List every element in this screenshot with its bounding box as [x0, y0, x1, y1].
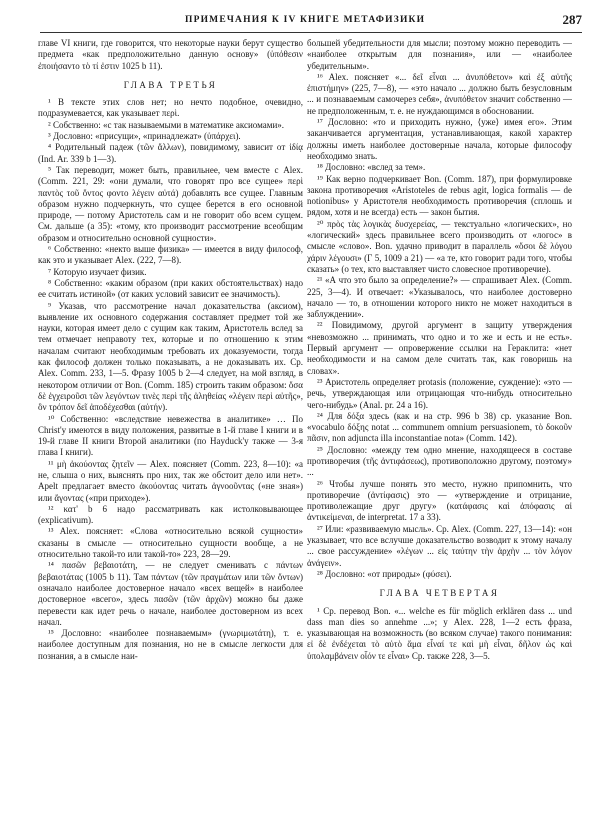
footnote: ¹⁸ Дословно: «вслед за тем». — [317, 162, 426, 173]
footnote: ¹⁷ Дословно: «то и приходить нужно, ⟨уже⟩ имея его». Этим заканчивается аргументация, устанавливающая, какой характер должны иметь наиболее достоверные начала, которые философу необходимо знать. — [307, 117, 572, 161]
footnote: ² Собственно: «с так называемыми в математике аксиомами». — [48, 119, 285, 130]
footnote: ¹⁵ Дословно: «наиболее познаваемым» (γνωριμωτάτη), т. е. наиболее доступным для познания, но не в смысле легкости для познания, а в смысле наи- — [38, 628, 303, 661]
footnote: ¹⁶ Alex. поясняет «... δεῖ εἶναι ... ἀνυπόθετον» καὶ ἐξ αὐτῆς ἐπιστήμην» (225, 7—8), — «это начало ... должно быть безусловным ... и познаваемым самочерез себя», ἀνυπόθετον значит собственно — не предположенным, т. е. не нуждающимся в обосновании. — [307, 71, 572, 116]
chapter-heading-3: ГЛАВА ТРЕТЬЯ — [123, 79, 218, 90]
footnote: ¹⁹ Как верно подчеркивает Bon. (Comm. 187), при формулировке закона противоречия «Aristoteles de rebus agit, logica formalis — de notionibus» у Аристотеля необходимость противоречия (сплошь и рядом, хотя и не всегда) есть — закон бытия. — [307, 173, 572, 218]
footnote: ²⁵ Дословно: «между тем одно мнение, находящееся в составе противоречия (τῆς ἀντιφάσεως), противоположно другому, поэтому» ... — [307, 444, 572, 478]
footnote: ⁴ Родительный падеж (τῶν ἄλλων), повидимому, зависит от ἰδίᾳ (Ind. Ar. 339 b 1—3). — [38, 142, 303, 164]
chapter-heading-4: ГЛАВА ЧЕТВЕРТАЯ — [379, 588, 500, 599]
page-number: 287 — [562, 12, 582, 27]
footnote: ²¹ «А что это было за определение?» — спрашивает Alex. (Comm. 225, 3—4). И отвечает: «Указывалось, что наиболее достоверно начало — то, в отношении которого никто не может находиться в заблуждении». — [307, 275, 572, 320]
footnote: ¹² κατ' b 6 надо рассматривать как истолковывающее (explicativum). — [38, 503, 303, 526]
footnote: ⁷ Которую изучает физик. — [48, 266, 147, 277]
footnote: ¹⁴ πασῶν βεβαιοτάτη, — не следует сменивать с πάντων βεβαιοτάτας (1005 b 11). Там πάντων (τῶν πραγμάτων или τῶν ὄντων) означало наиболее достоверное начало «всех вещей» в наиболее достоверное «всего», здесь πασῶν (τῶν ἀρχῶν) можно бы даже перевести как идет речь о начале, наиболее достоверном из всех начал. — [38, 560, 303, 627]
footnote: ¹ Ср. перевод Bon. «... welche es für möglich erklären dass ... und dass man dies so annehme ...»; у Alex. 228, 1—2 есть фраза, указывающая на возможность (во всяком случае) такого понимания: εἰ δὲ ἐνδέχεται τὸ αὐτὸ ἅμα εἶναί τε καὶ μὴ εἶναι, δῆλον ὡς καὶ ὑπολαμβάνειν οἷόν τε εἶναι» Ср. также 228, 3—5. — [307, 605, 572, 661]
footnote: ²⁰ πρὸς τὰς λογικὰς δυσχερείας, — текстуально «логических», но «логический» здесь правильнее всего производить от «логос» в смысле «слово». Bon. удачно приводит в параллель «ὅσοι δὲ λόγου χάριν λέγουσι» (Г 5, 1009 а 21) — «а те, кто говорит ради того, чтобы сказать» (о тех, кто выставляет чисто словесное противоречие). — [307, 218, 572, 274]
right-column — [307, 38, 572, 808]
left-column — [38, 38, 303, 808]
footnote: ³ Дословно: «присущи», «принадлежат» (ὑπάρχει). — [48, 131, 241, 142]
footnote-continued: большей убедительности для мысли; поэтому можно переводить — «наиболее открытым для познания», или — «наиболее убедительным». — [307, 38, 572, 71]
footnote: ⁸ Собственно: «каким образом (при каких обстоятельствах) надо ее считать истиной» (от каких условий зависит ее значимость). — [38, 277, 303, 300]
running-header — [40, 14, 582, 33]
intro-paragraph: главе VI книги, где говорится, что некоторые науки берут существо предмета «как предположительно данную основу» (ὑπόθεσιν ἐποιήσαντο τὸ τί ἐστιν 1025 b 11). — [38, 38, 303, 71]
footnote: ²⁶ Чтобы лучше понять это место, нужно припомнить, что противоречие (ἀντίφασις) это — «утверждение и отрицание, противолежащие друг другу» (κατάφασις καὶ ἀπόφασις αἱ ἀντικείμεναι, de interpretat. 17 a 33). — [307, 478, 572, 523]
footnote: ¹ В тексте этих слов нет; но нечто подобное, очевидно, подразумевается, как указывает περὶ. — [38, 97, 303, 119]
footnote: ¹⁰ Собственно: «вследствие невежества в аналитике» … По Christ'у имеются в виду положения, развитые в 1-й главе I книги и в 19-й главе II книги Второй аналитики (по Hayduck'у также — 3-я глава I книги). — [38, 413, 303, 458]
running-title: ПРИМЕЧАНИЯ К IV КНИГЕ МЕТАФИЗИКИ — [185, 15, 426, 25]
footnote: ²² Повидимому, другой аргумент в защиту утверждения «невозможно ... принимать, что одно и то же и есть и не есть». Первый аргумент — опровержение ссылки на Гераклита: «нет необходимости и на самом деле считать так, как говоришь на словах». — [307, 320, 572, 376]
footnote: ²⁷ Или: «развиваемую мысль». Ср. Alex. (Comm. 227, 13—14): «он указывает, что все вслучше доказательство возводит к этому началу ... свое рассуждение» «λέγων ... εἰς ταύτην τὴν ἀρχὴν ... τὸν λόγον ἀνάγειν». — [307, 523, 572, 568]
footnote: ⁵ Так переводит, может быть, правильнее, чем вместе с Alex. (Comm. 221, 29: «они думали, что говорят про все сущее» περὶ παντὸς τοῦ ὄντος φοντο λέγειν αὐτά) добавлять все сущее. Главным образом нужно подчеркнуть, что сущее берется в его основной природе, — потому Аристотель сам и не говорит обо всем сущем. См. дальше (а 35): «тому, кто производит рассмотрение всеобщим образом и относительно основной сущности». — [38, 164, 303, 243]
footnote: ⁹ Указав, что рассмотрение начал доказательства (аксиом), выявление их основного содержания составляет предмет той же науки, которая имеет дело с сущим как таким, Аристотель вслед за тем отмечает неправоту тех, которые и по отношению к этим началам считают необходимым требовать их доказуемости, тогда как философ должен только показывать, а не доказывать их. Ср. Alex. Comm. 233, 1—5. Фразу 1005 b 2—4 следует, на мой взгляд, в некотором отличии от Bon. (Comm. 185) строить таким образом: ὅσα δὲ ἐγχειροῦσι τῶν λεγόντων τινὲς περὶ τῆς ἀληθείας «λέγειν περὶ αὐτῆς», ὃν τρόπον δεῖ ἀποδέχεσθαι (αὐτήν). — [38, 300, 303, 413]
footnote: ²⁴ Для δόξα здесь (как и на стр. 996 b 38) ср. указание Bon. «vocabulo δόξης notat ... communem omnium persuasionem, τὸ δοκοῦν πᾶσιν, non adjuncta illa inconstantiae nota» (Comm. 142). — [307, 410, 572, 444]
footnote: ¹¹ μὴ ἀκούοντας ζητεῖν — Alex. поясняет (Comm. 223, 8—10): «а не, слыша о них, выяснять про них, так же обстоит дело или нет». Apelt предлагает вместо ἀκούοντας читать ἀγνοοῦντας («не зная») или ἄγοντας («при приходе»). — [38, 458, 303, 503]
footnote: ⁶ Собственно: «некто выше физика» — имеется в виду философ, как это и указывает Alex. (222, 7—8). — [38, 244, 303, 266]
footnote: ¹³ Alex. поясняет: «Слова «относительно всякой сущности» сказаны в смысле — относительно сущности вообще, а не относительно такой-то или такой-то» 223, 28—29. — [38, 526, 303, 560]
footnote: ²⁸ Дословно: «от природы» (φύσει). — [317, 568, 452, 579]
footnote: ²³ Аристотель определяет protasis (положение, суждение): «это — речь, утверждающая или отрицающая что-нибудь относительно чего-нибудь» (Anal. pr. 24 a 16). — [307, 376, 572, 410]
